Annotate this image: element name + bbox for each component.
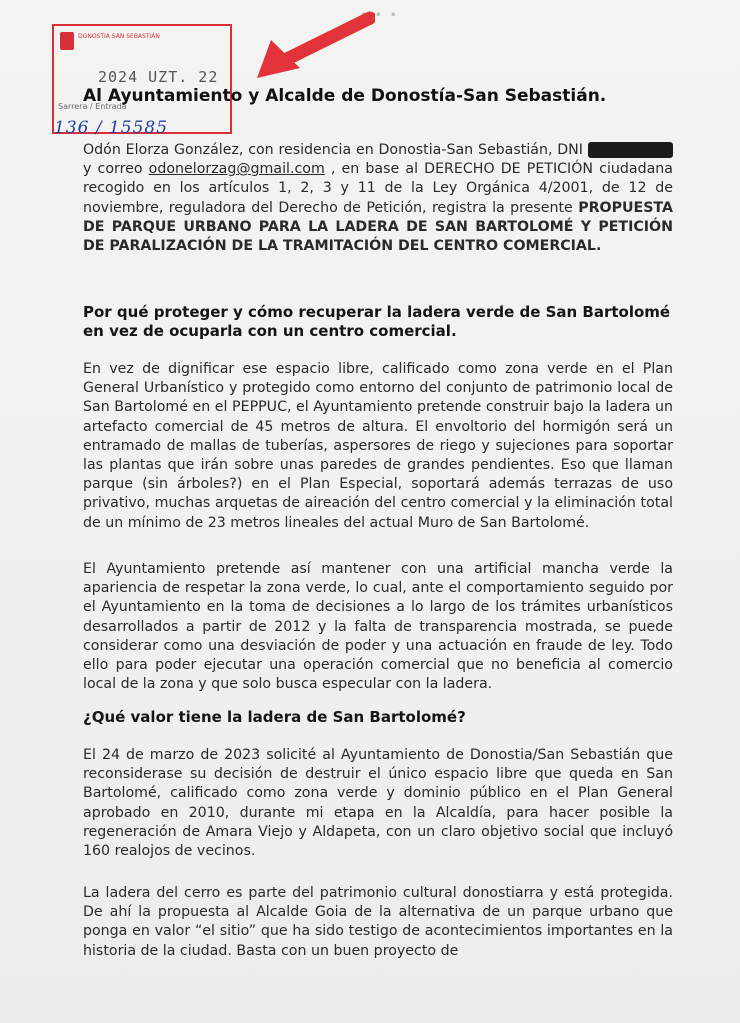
email-link[interactable]: odonelorzag@gmail.com	[148, 161, 325, 178]
proposal-title: PROPUESTA DE PARQUE URBANO PARA LA LADERA DE SAN BARTOLOMÉ Y PETICIÓN DE PARALIZACIÓN DE LA TRAMITACIÓN DEL CENTRO COMERCIAL.	[83, 199, 673, 255]
red-arrow-icon	[245, 10, 375, 90]
section-title-1: Por qué proteger y cómo recuperar la ladera verde de San Bartolomé en vez de ocuparla con un centro comercial.	[83, 303, 671, 340]
letter-heading: Al Ayuntamiento y Alcalde de Donostía-San Sebastián.	[83, 86, 607, 106]
stamp-org-name: DONOSTIA SAN SEBASTIÁN	[78, 33, 160, 40]
section-title-2: ¿Qué valor tiene la ladera de San Bartolomé?	[83, 708, 466, 726]
paragraph-2: El Ayuntamiento pretende así mantener con una artificial mancha verde la apariencia de respetar la zona verde, lo cual, ante el comportamiento seguido por el Ayuntamiento en la toma de decisiones a lo largo de los trámites urbanísticos desarrollados a partir de 2012 y la falta de transparencia mostrada, se puede considerar como una desviación de poder y una actuación en fraude de ley. Todo ello para poder ejecutar una operación comercial que no beneficia al comercio local de la zona y que solo busca especular con la ladera.	[83, 561, 673, 693]
registry-number: 136 / 15585	[54, 118, 169, 138]
paragraph-3: El 24 de marzo de 2023 solicité al Ayuntamiento de Donostia/San Sebastián que reconsiderase su decisión de destruir el único espacio libre que queda en San Bartolomé, calificado como zona verde y dominio público en el Plan General aprobado en 2010, durante mi etapa en la Alcaldía, para hacer posible la regeneración de Amara Viejo y Aldapeta, con un claro objetivo social que incluyó 160 realojos de vecinos.	[83, 747, 673, 860]
stamp-label: Sarrera / Entrada	[58, 102, 127, 111]
stamp-date: 2024 UZT. 22	[98, 68, 219, 86]
page-indicator-dots: • • •	[360, 8, 399, 22]
redacted-dni: 15.111.020	[589, 142, 671, 158]
registry-stamp	[52, 24, 232, 138]
intro-paragraph: Odón Elorza González, con residencia en Donostia-San Sebastián, DNI 15.111.020 y correo odonelorzag@gmail.com , en base al DERECHO DE PETICIÓN ciudadana recogido en los artículos 1, 2, 3 y 11 de la Ley Orgánica 4/2001, de 12 de noviembre, reguladora del Derecho de Petición, registra la presente PROPUESTA DE PARQUE URBANO PARA LA LADERA DE SAN BARTOLOMÉ Y PETICIÓN DE PARALIZACIÓN DE LA TRAMITACIÓN DEL CENTRO COMERCIAL.	[83, 142, 673, 255]
paragraph-4: La ladera del cerro es parte del patrimonio cultural donostiarra y está protegida. De ahí la propuesta al Alcalde Goia de la alternativa de un parque urbano que ponga en valor “el sitio” que ha sido testigo de acontecimientos importantes en la historia de la ciudad. Basta con un buen proyecto de	[83, 885, 673, 959]
city-logo-icon	[60, 32, 74, 50]
paragraph-1: En vez de dignificar ese espacio libre, calificado como zona verde en el Plan General Urbanístico y protegido como entorno del conjunto de patrimonio local de San Bartolomé en el PEPPUC, el Ayuntamiento pretende construir bajo la ladera un artefacto comercial de 45 metros de altura. El envoltorio del hormigón será un entramado de mallas de tuberías, aspersores de riego y sujeciones para soportar las plantas que irán sobre unas paredes de grandes pendientes. Eso que llaman parque (sin árboles?) en el Plan Especial, soportará además terrazas de uso privativo, muchas arquetas de aireación del centro comercial y la eliminación total de un mínimo de 23 metros lineales del actual Muro de San Bartolomé.	[83, 361, 673, 531]
